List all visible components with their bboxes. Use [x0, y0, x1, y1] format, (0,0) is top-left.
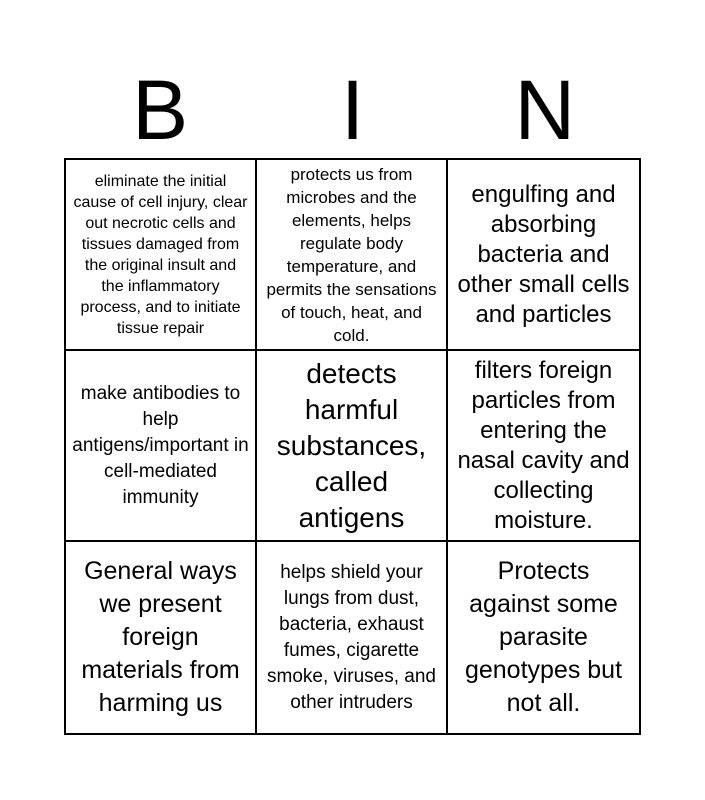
bingo-cell-r2c3[interactable]	[448, 351, 639, 542]
header-letter-i: I	[340, 63, 365, 157]
bingo-cell-r1c3[interactable]	[448, 160, 639, 351]
bingo-cell-r2c2[interactable]	[257, 351, 448, 542]
bingo-cell-r2c1[interactable]	[66, 351, 257, 542]
bingo-cell-text: eliminate the initial cause of cell injury, clear out necrotic cells and tissues damaged from the original insult and the inflammatory process, and to initiate tissue repair	[73, 172, 248, 337]
bingo-cell-r3c1[interactable]	[66, 542, 257, 733]
bingo-header	[64, 62, 641, 158]
bingo-cell-text: Protects against some parasite genotypes but not all.	[464, 557, 623, 717]
bingo-cell-text: protects us from microbes and the elements, helps regulate body temperature, and permits the sensations of touch, heat, and cold.	[266, 164, 437, 345]
bingo-cell-r3c2[interactable]	[257, 542, 448, 733]
bingo-cell-text: General ways we present foreign materials from harming us	[81, 557, 240, 717]
bingo-cell-text: detects harmful substances, called antigens	[276, 357, 427, 533]
bingo-board	[64, 158, 641, 735]
header-letter-b: B	[132, 63, 189, 157]
header-letter-n: N	[514, 63, 576, 157]
bingo-cell-r1c2[interactable]	[257, 160, 448, 351]
bingo-cell-text: make antibodies to help antigens/important in cell-mediated immunity	[72, 382, 249, 508]
bingo-cell-text: filters foreign particles from entering the nasal cavity and collecting moisture.	[457, 356, 630, 534]
bingo-cell-text: engulfing and absorbing bacteria and other small cells and particles	[457, 180, 630, 328]
bingo-cell-text: helps shield your lungs from dust, bacteria, exhaust fumes, cigarette smoke, viruses, and other intruders	[267, 561, 436, 713]
bingo-cell-r3c3[interactable]	[448, 542, 639, 733]
bingo-cell-r1c1[interactable]	[66, 160, 257, 351]
